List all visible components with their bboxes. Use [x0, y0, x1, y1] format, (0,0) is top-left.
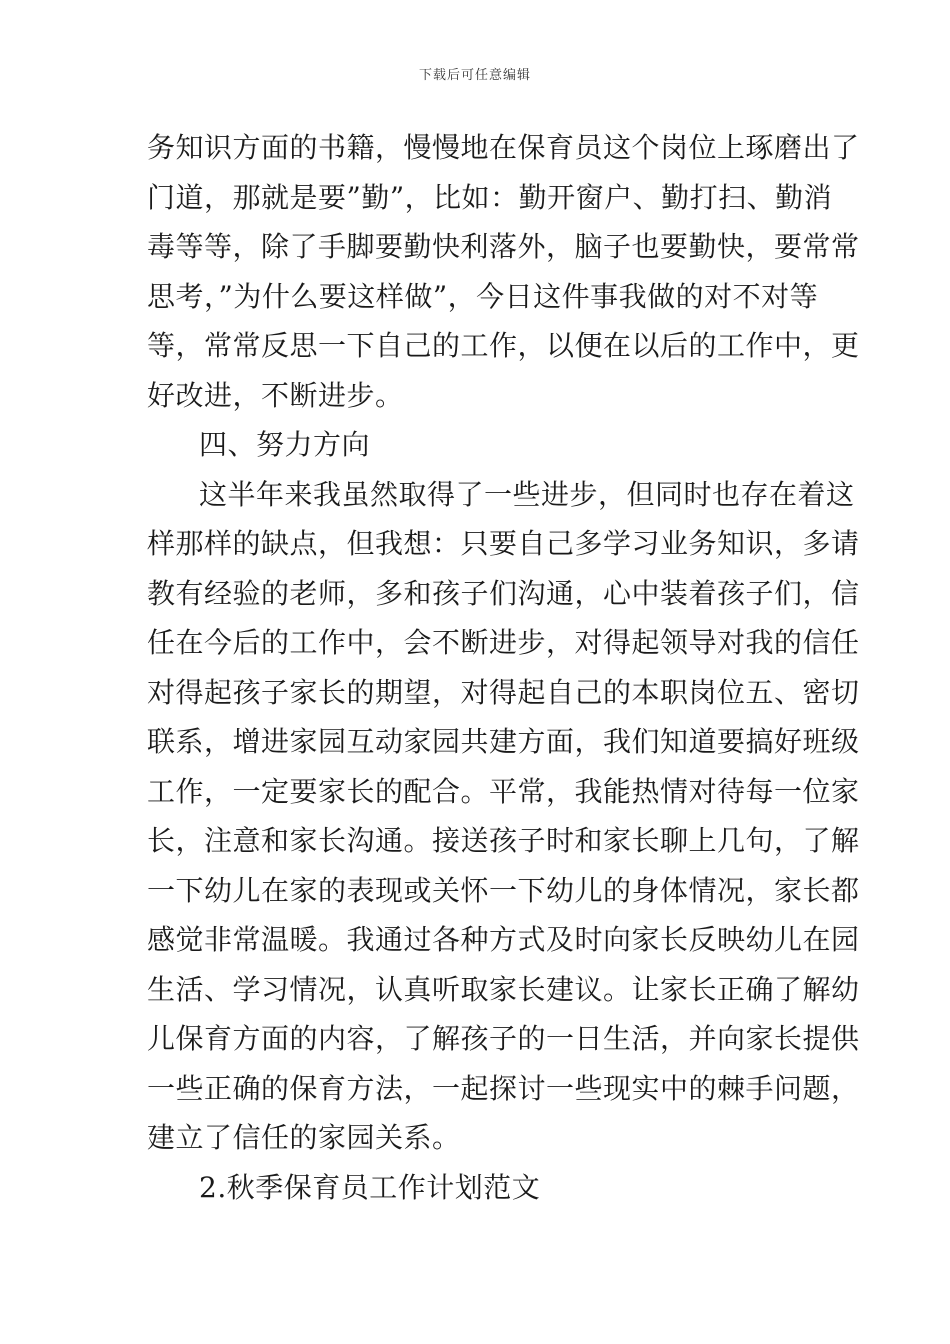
text-line: 等，常常反思一下自己的工作，以便在以后的工作中，更 [147, 329, 860, 362]
text-line: 任在今后的工作中，会不断进步，对得起领导对我的信任 [147, 626, 860, 659]
text-line: 联系，增进家园互动家园共建方面，我们知道要搞好班级 [147, 725, 860, 758]
text-line: 门道，那就是要”勤”，比如：勤开窗户、勤打扫、勤消 [147, 180, 833, 214]
text-line: 好改进，不断进步。 [147, 378, 404, 412]
text-line: 一下幼儿在家的表现或关怀一下幼儿的身体情况，家长都 [147, 873, 860, 907]
text-line: 毒等等，除了手脚要勤快利落外，脑子也要勤快，要常常 [147, 230, 860, 263]
body-text [147, 123, 860, 1212]
text-line: 儿保育方面的内容，了解孩子的一日生活，并向家长提供 [147, 1022, 860, 1055]
text-line: 思考，”为什么要这样做”，今日这件事我做的对不对等 [147, 279, 819, 313]
text-line: 工作，一定要家长的配合。平常，我能热情对待每一位家 [147, 774, 860, 808]
section-heading: 四、努力方向 [199, 428, 371, 461]
section-heading: 2.秋季保育员工作计划范文 [199, 1170, 541, 1204]
text-line: 务知识方面的书籍，慢慢地在保育员这个岗位上琢磨出了 [147, 131, 860, 164]
text-line: 样那样的缺点，但我想：只要自己多学习业务知识，多请 [147, 527, 860, 560]
text-line: 对得起孩子家长的期望，对得起自己的本职岗位五、密切 [147, 675, 860, 709]
text-line: 一些正确的保育方法，一起探讨一些现实中的棘手问题， [147, 1071, 860, 1105]
text-line: 长，注意和家长沟通。接送孩子时和家长聊上几句，了解 [147, 824, 860, 857]
text-line: 教有经验的老师，多和孩子们沟通，心中装着孩子们，信 [147, 576, 860, 610]
text-line: 感觉非常温暖。我通过各种方式及时向家长反映幼儿在园 [147, 923, 860, 956]
text-line: 这半年来我虽然取得了一些进步，但同时也存在着这 [199, 477, 855, 511]
text-line: 建立了信任的家园关系。 [147, 1121, 461, 1154]
text-line: 生活、学习情况，认真听取家长建议。让家长正确了解幼 [147, 972, 860, 1006]
header-note: 下载后可任意编辑 [418, 68, 531, 83]
